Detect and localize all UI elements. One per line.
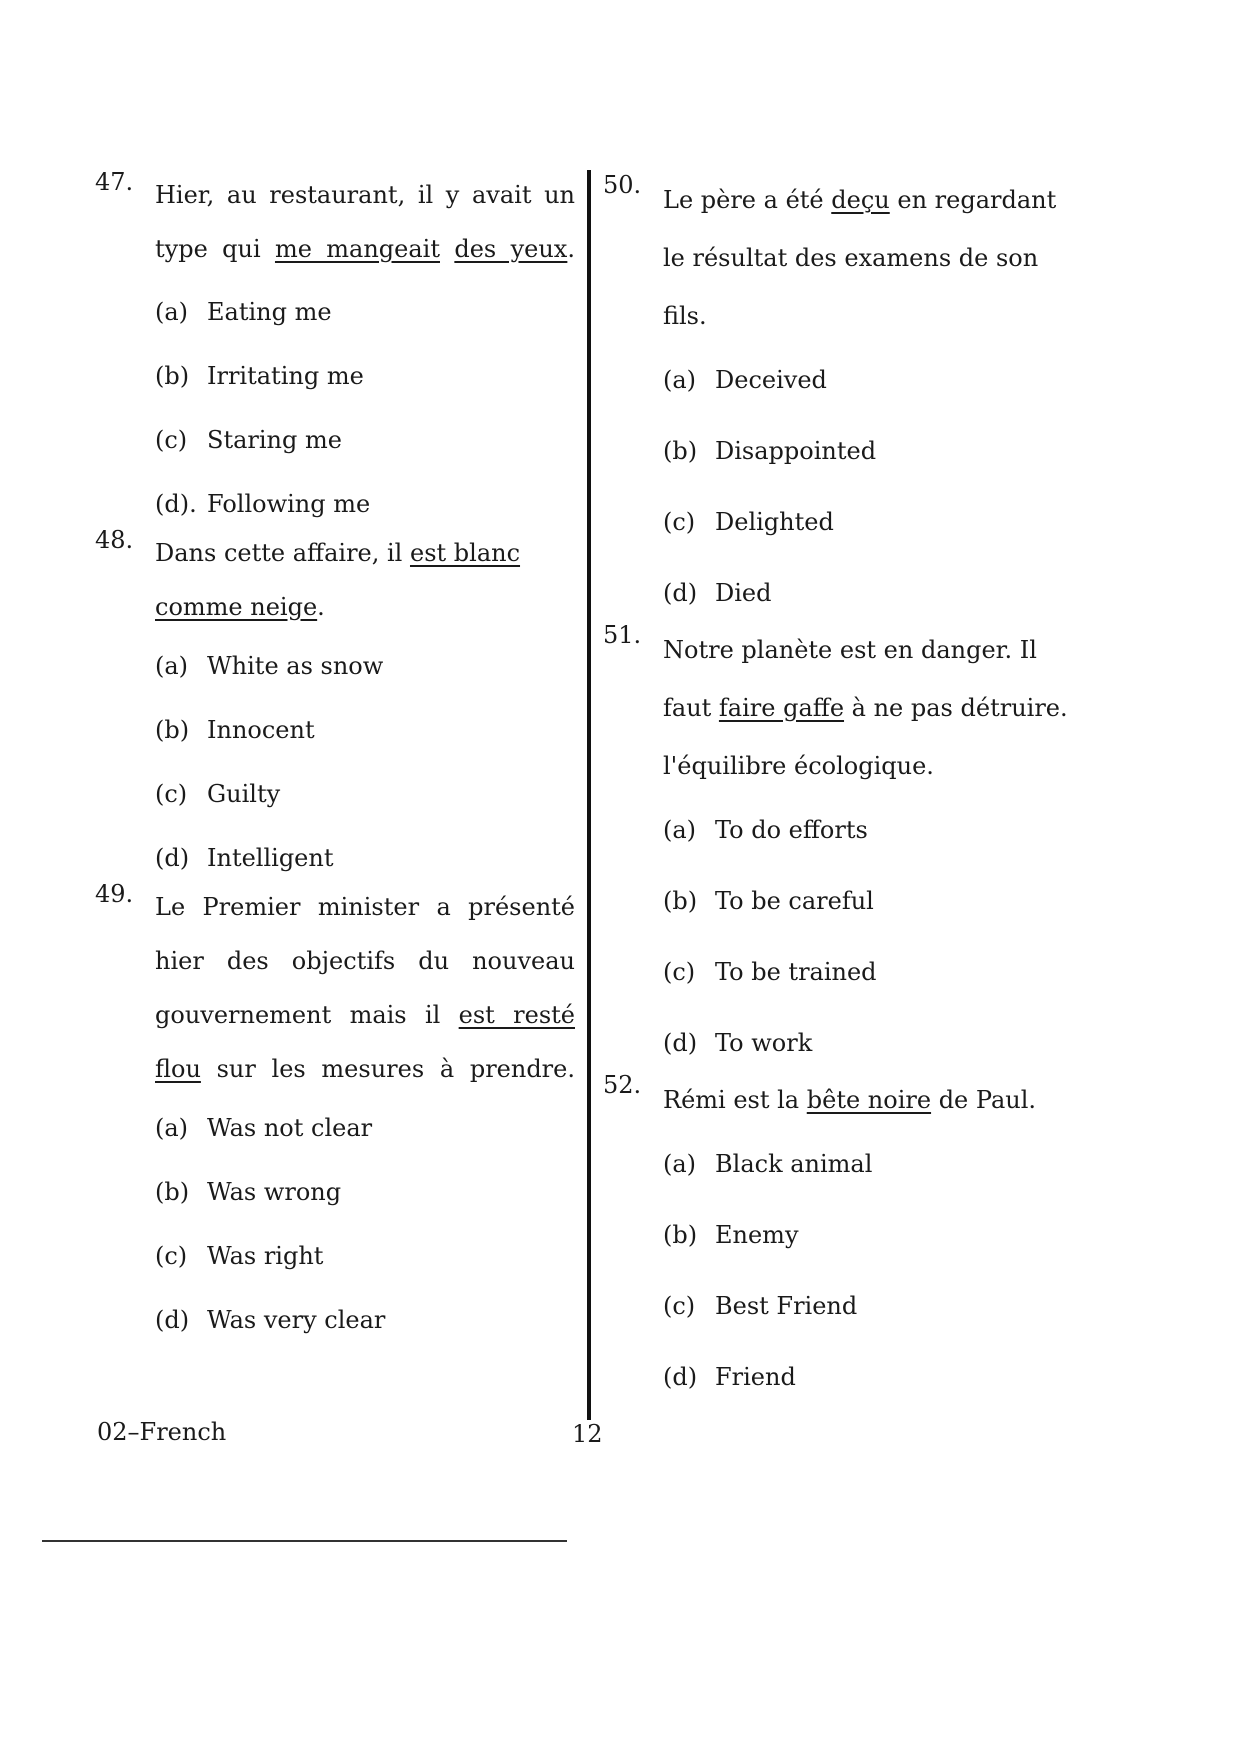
option-label: (a)	[155, 298, 189, 326]
question-47	[95, 168, 575, 276]
options-48	[155, 634, 575, 890]
underlined-phrase: bête noire	[806, 1086, 932, 1114]
question-stem	[155, 880, 575, 1096]
option-a	[663, 1129, 1083, 1200]
option-text: Black animal	[715, 1150, 873, 1178]
option-label: (c)	[663, 508, 696, 536]
question-50	[603, 171, 1083, 345]
question-number: 49.	[95, 880, 134, 908]
option-a	[155, 1096, 575, 1160]
question-stem	[663, 171, 1083, 345]
question-number: 48.	[95, 526, 134, 554]
option-text: Intelligent	[207, 844, 334, 872]
option-c	[155, 408, 575, 472]
option-label: (b)	[155, 716, 190, 744]
options-52	[663, 1129, 1083, 1413]
option-d	[663, 1342, 1083, 1413]
paper-code: 02–French	[97, 1418, 227, 1446]
option-b	[155, 344, 575, 408]
underlined-phrase: est resté flou	[155, 1001, 575, 1083]
underlined-phrase: des yeux	[454, 235, 568, 263]
question-number: 47.	[95, 168, 134, 196]
stem-text: Hier, au restaurant, il y avait un type qui	[155, 181, 575, 263]
left-column	[95, 168, 575, 1352]
option-text: Irritating me	[207, 362, 364, 390]
option-label: (a)	[155, 1114, 189, 1142]
option-text: Delighted	[715, 508, 834, 536]
option-label: (c)	[155, 426, 188, 454]
option-c	[663, 1271, 1083, 1342]
option-label: (d)	[155, 1306, 190, 1334]
option-text: Following me	[207, 490, 371, 518]
option-label: (b)	[663, 887, 698, 915]
stem-text: Notre planète est en danger. Il faut	[663, 636, 1037, 722]
option-text: Best Friend	[715, 1292, 858, 1320]
option-a	[155, 280, 575, 344]
option-text: To work	[715, 1029, 813, 1057]
bottom-rule	[42, 1540, 567, 1542]
column-divider	[587, 170, 591, 1420]
question-49	[95, 880, 575, 1096]
option-label: (c)	[155, 780, 188, 808]
underlined-phrase: faire gaffe	[718, 694, 845, 722]
option-label: (d)	[663, 1029, 698, 1057]
option-text: Enemy	[715, 1221, 799, 1249]
option-text: Was wrong	[207, 1178, 342, 1206]
option-text: White as snow	[207, 652, 384, 680]
options-49	[155, 1096, 575, 1352]
option-label: (b)	[155, 1178, 190, 1206]
option-label: (d)	[663, 579, 698, 607]
option-label: (c)	[155, 1242, 188, 1270]
question-number: 52.	[603, 1071, 642, 1099]
option-text: Was not clear	[207, 1114, 373, 1142]
options-50	[663, 345, 1083, 629]
option-label: (d)	[155, 844, 190, 872]
stem-text: Le père a été	[663, 186, 832, 214]
option-label: (a)	[663, 366, 697, 394]
option-text: Was right	[207, 1242, 324, 1270]
stem-text: Le Premier minister a présenté hier des objectifs du nouveau gouvernement mais il	[155, 893, 575, 1029]
option-text: To be trained	[715, 958, 877, 986]
option-d	[663, 558, 1083, 629]
option-text: Staring me	[207, 426, 342, 454]
page-number: 12	[572, 1420, 603, 1448]
option-label: (d).	[155, 490, 197, 518]
stem-text	[440, 235, 454, 263]
question-number: 50.	[603, 171, 642, 199]
option-label: (b)	[663, 1221, 698, 1249]
option-text: Disappointed	[715, 437, 877, 465]
option-d	[663, 1008, 1083, 1079]
option-c	[663, 937, 1083, 1008]
option-b	[663, 416, 1083, 487]
question-52	[603, 1071, 1083, 1129]
question-51	[603, 621, 1083, 795]
option-a	[663, 795, 1083, 866]
question-48	[95, 526, 575, 634]
right-column	[603, 171, 1083, 1413]
option-text: Eating me	[207, 298, 332, 326]
option-b	[663, 866, 1083, 937]
question-stem	[663, 1071, 1083, 1129]
option-text: Deceived	[715, 366, 827, 394]
option-c	[663, 487, 1083, 558]
option-label: (c)	[663, 958, 696, 986]
question-stem	[155, 168, 575, 276]
option-a	[155, 634, 575, 698]
option-text: Innocent	[207, 716, 315, 744]
option-c	[155, 762, 575, 826]
option-label: (a)	[663, 816, 697, 844]
stem-text: Dans cette affaire, il	[155, 539, 410, 567]
option-label: (b)	[663, 437, 698, 465]
option-b	[155, 698, 575, 762]
question-stem	[155, 526, 575, 634]
stem-text: de Paul.	[931, 1086, 1037, 1114]
option-c	[155, 1224, 575, 1288]
option-label: (a)	[663, 1150, 697, 1178]
underlined-phrase: deçu	[831, 186, 890, 214]
stem-text: .	[567, 235, 575, 263]
underlined-phrase: est blanc comme neige	[155, 539, 521, 621]
option-label: (a)	[155, 652, 189, 680]
stem-text: sur les mesures à prendre.	[200, 1055, 575, 1083]
options-47	[155, 280, 575, 536]
option-text: Was very clear	[207, 1306, 386, 1334]
option-d	[155, 1288, 575, 1352]
underlined-phrase: me mangeait	[274, 235, 440, 263]
option-text: Friend	[715, 1363, 796, 1391]
option-b	[155, 1160, 575, 1224]
option-text: To be careful	[715, 887, 874, 915]
stem-text: à ne pas détruire. l'équilibre écologique.	[663, 694, 1068, 780]
option-text: Died	[715, 579, 772, 607]
stem-text: .	[317, 593, 325, 621]
question-number: 51.	[603, 621, 642, 649]
stem-text: en regardant le résultat des examens de son fils.	[663, 186, 1057, 330]
option-text: Guilty	[207, 780, 281, 808]
stem-text: Rémi est la	[663, 1086, 807, 1114]
option-a	[663, 345, 1083, 416]
option-text: To do efforts	[715, 816, 868, 844]
options-51	[663, 795, 1083, 1079]
option-label: (d)	[663, 1363, 698, 1391]
option-label: (c)	[663, 1292, 696, 1320]
question-stem	[663, 621, 1083, 795]
option-b	[663, 1200, 1083, 1271]
option-label: (b)	[155, 362, 190, 390]
